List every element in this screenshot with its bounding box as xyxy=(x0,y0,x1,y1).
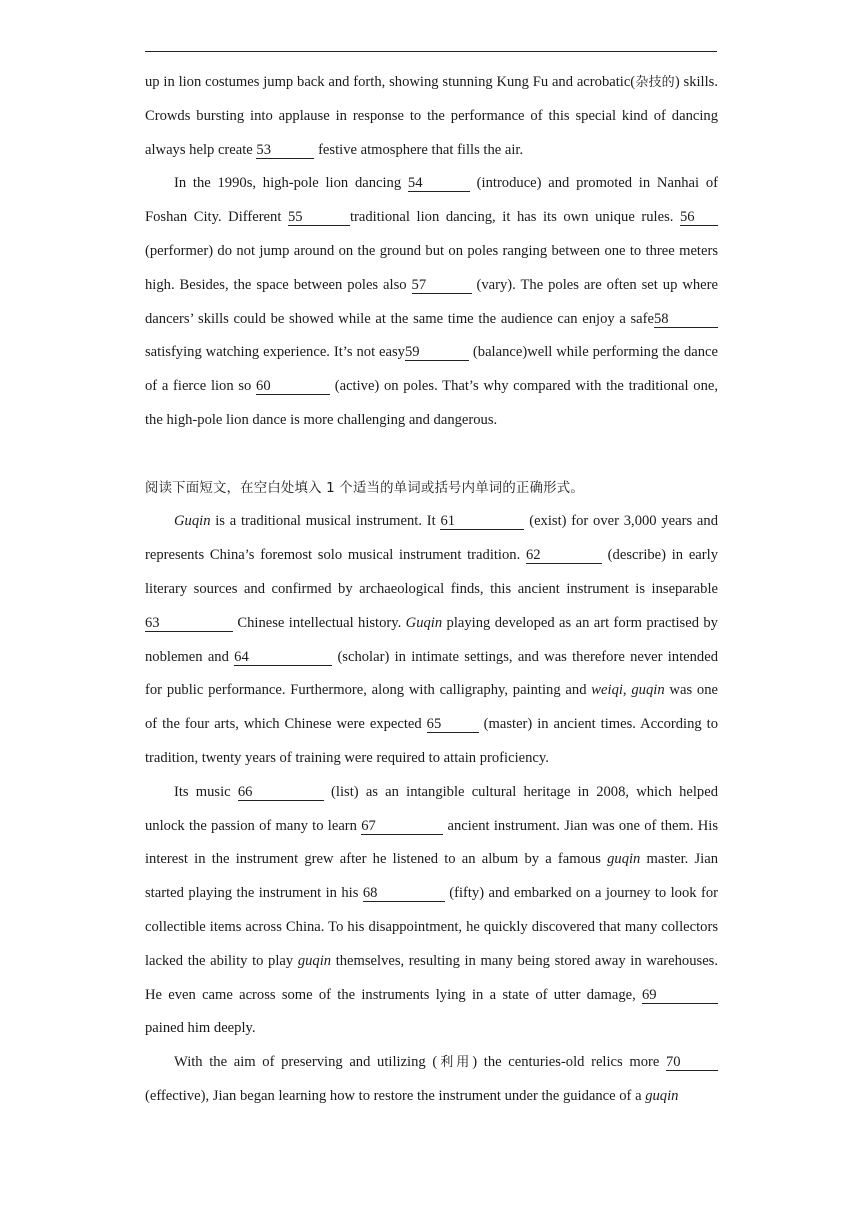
blank-70[interactable]: 70 xyxy=(666,1054,718,1071)
blank-59[interactable]: 59 xyxy=(405,344,469,361)
blank-62[interactable]: 62 xyxy=(526,547,602,564)
blank-63[interactable]: 63 xyxy=(145,615,233,632)
blank-54[interactable]: 54 xyxy=(408,175,470,192)
exercise-instruction: 阅读下面短文，在空白处填入 1 个适当的单词或括号内单词的正确形式。 xyxy=(145,480,584,496)
text-run: (master) in ancient times. According to tradition, twenty years of training were required to attain proficiency. xyxy=(145,716,718,766)
paragraph-guqin-jian xyxy=(145,776,718,1046)
blank-60[interactable]: 60 xyxy=(256,378,330,395)
blank-68[interactable]: 68 xyxy=(363,885,445,902)
text-run: was one of the four arts, which Chinese were expected xyxy=(145,682,718,733)
text-run: (fifty) and embarked on a journey to look for collectible items across China. To his disappointment, he quickly discovered that many collectors lacked the ability to play xyxy=(145,885,718,969)
italic-term: guqin xyxy=(645,1087,679,1104)
chinese-gloss: 利用 xyxy=(437,1055,473,1071)
text-run: (performer) do not jump around on the ground but on poles ranging between one to three meters high. Besides, the space between poles also xyxy=(145,242,718,293)
blank-61[interactable]: 61 xyxy=(440,513,524,530)
text-run: (exist) for over 3,000 years and represents China’s foremost solo musical instrument tradition. xyxy=(145,513,719,564)
text-run: master. Jian started playing the instrument in his xyxy=(145,851,718,902)
text-run: playing developed as an art form practised by noblemen and xyxy=(145,614,718,665)
text-run: up in lion costumes jump back and forth, showing stunning Kung Fu and acrobatic( xyxy=(145,74,636,90)
text-run: festive atmosphere that fills the air. xyxy=(314,141,524,158)
blank-57[interactable]: 57 xyxy=(412,277,472,294)
text-run: Its music xyxy=(174,783,238,800)
text-run: (balance)well while performing the dance of a fierce lion so xyxy=(145,344,718,395)
text-run: ancient instrument. Jian was one of them. His interest in the instrument grew after he listened to an album by a famous xyxy=(145,817,718,868)
document-body xyxy=(145,66,718,1114)
blank-53[interactable]: 53 xyxy=(256,142,314,159)
paragraph-high-pole-lion xyxy=(145,167,718,437)
header-rule xyxy=(145,51,717,52)
blank-55[interactable]: 55 xyxy=(288,209,350,226)
text-run: Chinese intellectual history. xyxy=(233,614,406,631)
blank-58[interactable]: 58 xyxy=(654,311,718,328)
text-run: (active) on poles. That’s why compared with the traditional one, the high-pole lion dance is more challenging and dangerous. xyxy=(145,378,718,428)
paragraph-lion-performance xyxy=(145,66,718,167)
paragraph-guqin-intro xyxy=(145,505,718,775)
italic-term: guqin xyxy=(631,682,665,699)
chinese-gloss: 杂技的 xyxy=(635,75,675,90)
text-run: ) the centuries-old relics more xyxy=(472,1054,666,1071)
paragraph-guqin-restore xyxy=(145,1046,718,1114)
blank-66[interactable]: 66 xyxy=(238,784,324,801)
text-run: (effective), Jian began learning how to restore the instrument under the guidance of a xyxy=(145,1087,646,1104)
italic-term: weiqi xyxy=(591,682,623,699)
text-run: (describe) in early literary sources and confirmed by archaeological finds, this ancient instrument is inseparable xyxy=(145,547,718,597)
blank-67[interactable]: 67 xyxy=(361,818,443,835)
blank-56[interactable]: 56 xyxy=(680,209,718,226)
italic-term: Guqin xyxy=(405,614,443,631)
blank-65[interactable]: 65 xyxy=(427,716,479,733)
italic-term: guqin xyxy=(607,851,641,868)
text-run: satisfying watching experience. It’s not easy xyxy=(145,344,405,361)
text-run: ) skills. Crowds bursting into applause in response to the performance of this special kind of dancing always help create xyxy=(145,74,718,158)
text-run: With the aim of preserving and utilizing ( xyxy=(174,1054,438,1071)
text-run: (introduce) and promoted in Nanhai of Foshan City. Different xyxy=(145,175,718,226)
text-run: themselves, resulting in many being stored away in warehouses. He even came across some of the instruments lying in a state of utter damage, xyxy=(145,952,718,1003)
text-run: pained him deeply. xyxy=(145,1020,256,1037)
text-run: In the 1990s, high-pole lion dancing xyxy=(174,175,408,192)
text-run: , xyxy=(622,682,632,699)
italic-term: guqin xyxy=(297,952,332,969)
text-run: traditional lion dancing, it has its own unique rules. xyxy=(349,209,680,226)
text-run: (scholar) in intimate settings, and was therefore never intended for public performance. Furthermore, along with calligraphy, painting and xyxy=(145,648,718,699)
text-run: (vary). The poles are often set up where dancers’ skills could be showed while at the same time the audience can enjoy a safe xyxy=(145,276,718,327)
italic-term: Guqin xyxy=(174,513,211,530)
blank-69[interactable]: 69 xyxy=(642,987,718,1004)
blank-64[interactable]: 64 xyxy=(234,649,332,666)
text-run: is a traditional musical instrument. It xyxy=(210,513,441,530)
text-run: (list) as an intangible cultural heritage in 2008, which helped unlock the passion of many to learn xyxy=(145,783,718,834)
